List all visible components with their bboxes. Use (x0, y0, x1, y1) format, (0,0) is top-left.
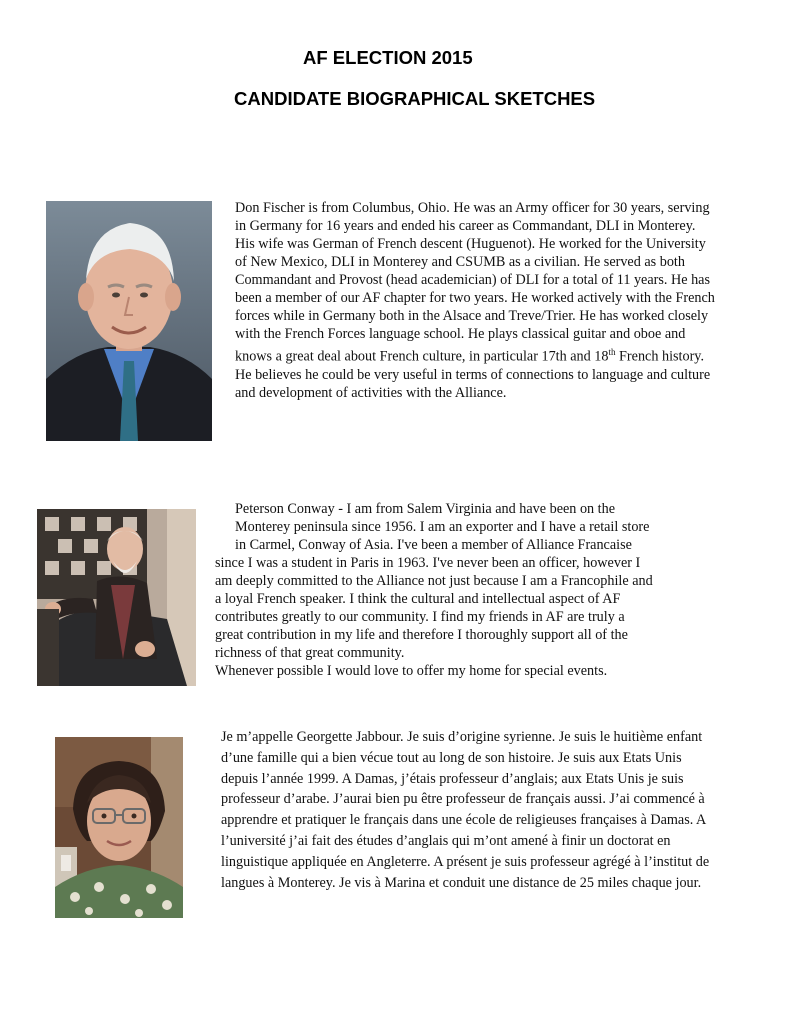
bio-line: since I was a student in Paris in 1963. I've never been an officer, however I (215, 555, 641, 571)
bio-text: Don Fischer is from Columbus, Ohio. He was an Army officer for 30 years, serving in Germany for 16 years and ended his career as Commandant, DLI in Monterey. His wife was German of French descent (Huguenot). He worked for the University of New Mexico, DLI in Monterey and CSUMB as a civilian. He served as both Commandant and Provost (head academician) of DLI for a total of 11 years. He has been a member of our AF chapter for two years. He worked actively with the French forces while in Germany both in the Alsace and Treve/Trier. He has worked closely with the French Forces language school. He plays classical guitar and oboe and knows a great deal about French culture, in particular 17th and 18th French history. He believes he could be very useful in terms of connections to language and culture and development of activities with the Alliance. (235, 200, 715, 401)
candidate-photo-1 (46, 201, 212, 441)
candidate-bio-3 (221, 727, 711, 893)
bio-line: a loyal French speaker. I think the cultural and intellectual aspect of AF (215, 591, 621, 607)
page-title: AF ELECTION 2015 (303, 47, 473, 68)
bio-line: am deeply committed to the Alliance not just because I am a Francophile and (215, 573, 653, 589)
candidate-bio-2 (215, 500, 715, 680)
bio-text: Je m’appelle Georgette Jabbour. Je suis d’origine syrienne. Je suis le huitième enfant d’une famille qui a bien vécue tout au long de son histoire. Je suis aux Etats Unis depuis l’année 1999. A Damas, j’étais professeur d’anglais; aux Etats Unis je suis professeur d’arabe. J’aurai bien pu être professeur de français aussi. J’ai commencé à apprendre et pratiquer le français dans une école de religieuses françaises à Damas. A l’université j’ai fait des études d’anglais qui m’ont amené à finir un doctorat en linguistique appliquée en Angleterre. A présent je suis professeur agrégé à l’institut de langues à Monterey. Je vis à Marina et conduit une distance de 25 miles chaque jour. (221, 729, 710, 891)
bio-line: Whenever possible I would love to offer my home for special events. (215, 663, 608, 679)
bio-line: Peterson Conway - I am from Salem Virginia and have been on the (235, 501, 616, 517)
bio-line: richness of that great community. (215, 645, 405, 661)
candidate-bio-1 (235, 199, 715, 402)
page-subtitle: CANDIDATE BIOGRAPHICAL SKETCHES (234, 88, 596, 109)
bio-line: Monterey peninsula since 1956. I am an exporter and I have a retail store (235, 519, 650, 535)
bio-line: contributes greatly to our community. I find my friends in AF are truly a (215, 609, 625, 625)
candidate-photo-3 (55, 737, 183, 918)
bio-line: in Carmel, Conway of Asia. I've been a member of Alliance Francaise (235, 537, 632, 553)
candidate-photo-2 (37, 509, 196, 686)
bio-line: great contribution in my life and therefore I thoroughly support all of the (215, 627, 628, 643)
